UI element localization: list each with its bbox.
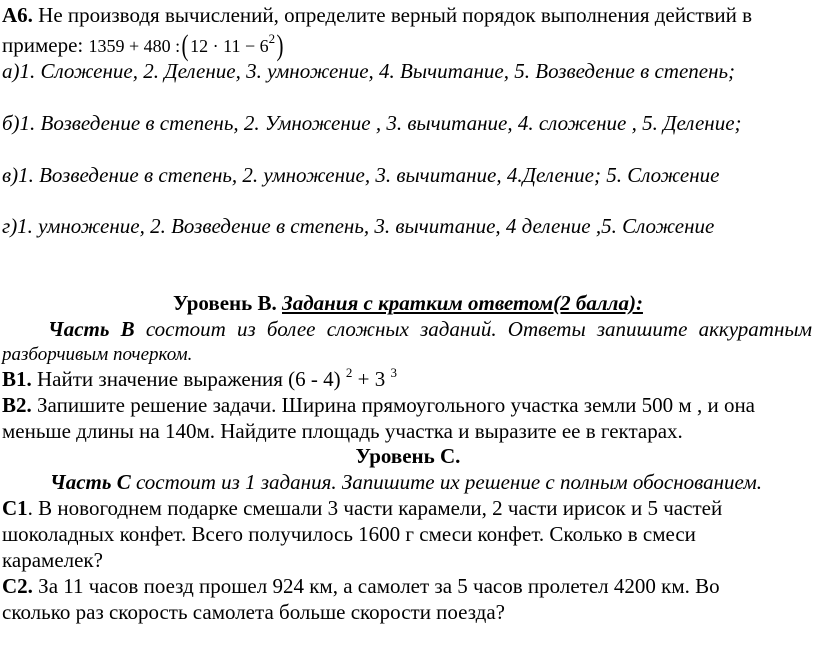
level-b-subtitle: Задания с кратким ответом(2 балла): bbox=[282, 291, 643, 315]
level-b-part-label: Часть В bbox=[48, 317, 135, 341]
level-b-part-line bbox=[0, 316, 812, 342]
task-b1-mid: + 3 bbox=[352, 367, 391, 391]
task-b1 bbox=[2, 366, 397, 395]
right-paren-icon: ) bbox=[276, 29, 284, 62]
task-c2-line1 bbox=[2, 573, 720, 599]
task-a6-line2 bbox=[2, 30, 285, 61]
option-b: б)1. Возведение в степень, 2. Умножение , 3. вычитание, 4. сложение , 5. Деление; bbox=[2, 111, 742, 135]
task-b1-exp1: 2 bbox=[345, 365, 353, 380]
task-c2-label: С2. bbox=[2, 574, 33, 598]
task-b2-text: Запишите решение задачи. Ширина прямоугольного участка земли 500 м , и она bbox=[31, 393, 756, 417]
level-b-title: Уровень В. bbox=[173, 291, 283, 315]
task-c1-label: С1 bbox=[2, 496, 28, 520]
task-c1-line1 bbox=[2, 495, 722, 521]
task-a6-expression-inner: 12 · 11 − 6 bbox=[190, 36, 269, 56]
task-c1-line3: карамелек? bbox=[2, 548, 103, 572]
option-v: в)1. Возведение в степень, 2. умножение, 3. вычитание, 4.Деление; 5. Сложение bbox=[2, 163, 720, 187]
level-c-title: Уровень С. bbox=[355, 444, 461, 468]
level-b-part-text: состоит из более сложных заданий. Ответы запишите аккуратным bbox=[134, 317, 812, 341]
task-a6-line1 bbox=[2, 2, 752, 28]
level-b-heading bbox=[0, 290, 816, 316]
task-a6-text: Не производя вычислений, определите верный порядок выполнения действий в bbox=[32, 3, 753, 27]
level-c-part-text: состоит из 1 задания. Запишите их решение с полным обоснованием. bbox=[130, 470, 762, 494]
task-c1-line2: шоколадных конфет. Всего получилось 1600 г смеси конфет. Сколько в смеси bbox=[2, 522, 696, 546]
task-a6-expression-left: 1359 + 480 : bbox=[88, 36, 181, 56]
task-b1-label: В1. bbox=[2, 367, 32, 391]
left-paren-icon: ( bbox=[181, 29, 189, 62]
level-c-part-label: Часть С bbox=[50, 470, 131, 494]
task-c1-text: . В новогоднем подарке смешали 3 части карамели, 2 части ирисок и 5 частей bbox=[27, 496, 723, 520]
task-c2-line2: сколько раз скорость самолета больше скорости поезда? bbox=[2, 600, 505, 624]
option-a: а)1. Сложение, 2. Деление, 3. умножение, 4. Вычитание, 5. Возведение в степень; bbox=[2, 59, 736, 83]
task-a6-exponent: 2 bbox=[268, 31, 276, 46]
level-b-part-block bbox=[0, 316, 812, 342]
task-b2-label: В2. bbox=[2, 393, 32, 417]
task-a6-label: А6. bbox=[2, 3, 33, 27]
task-b1-text: Найти значение выражения (6 - 4) bbox=[31, 367, 346, 391]
task-b1-exp2: 3 bbox=[390, 365, 397, 380]
task-c2-text: За 11 часов поезд прошел 924 км, а самолет за 5 часов пролетел 4200 км. Во bbox=[32, 574, 720, 598]
option-g: г)1. умножение, 2. Возведение в степень, 3. вычитание, 4 деление ,5. Сложение bbox=[2, 214, 715, 238]
task-b2-line2: меньше длины на 140м. Найдите площадь участка и выразите ее в гектарах. bbox=[2, 419, 683, 443]
level-b-part-text2: разборчивым почерком. bbox=[2, 344, 193, 365]
task-a6-text2: примере: bbox=[2, 33, 84, 57]
level-c-part-line bbox=[50, 469, 762, 495]
task-b2-line1 bbox=[2, 392, 755, 418]
